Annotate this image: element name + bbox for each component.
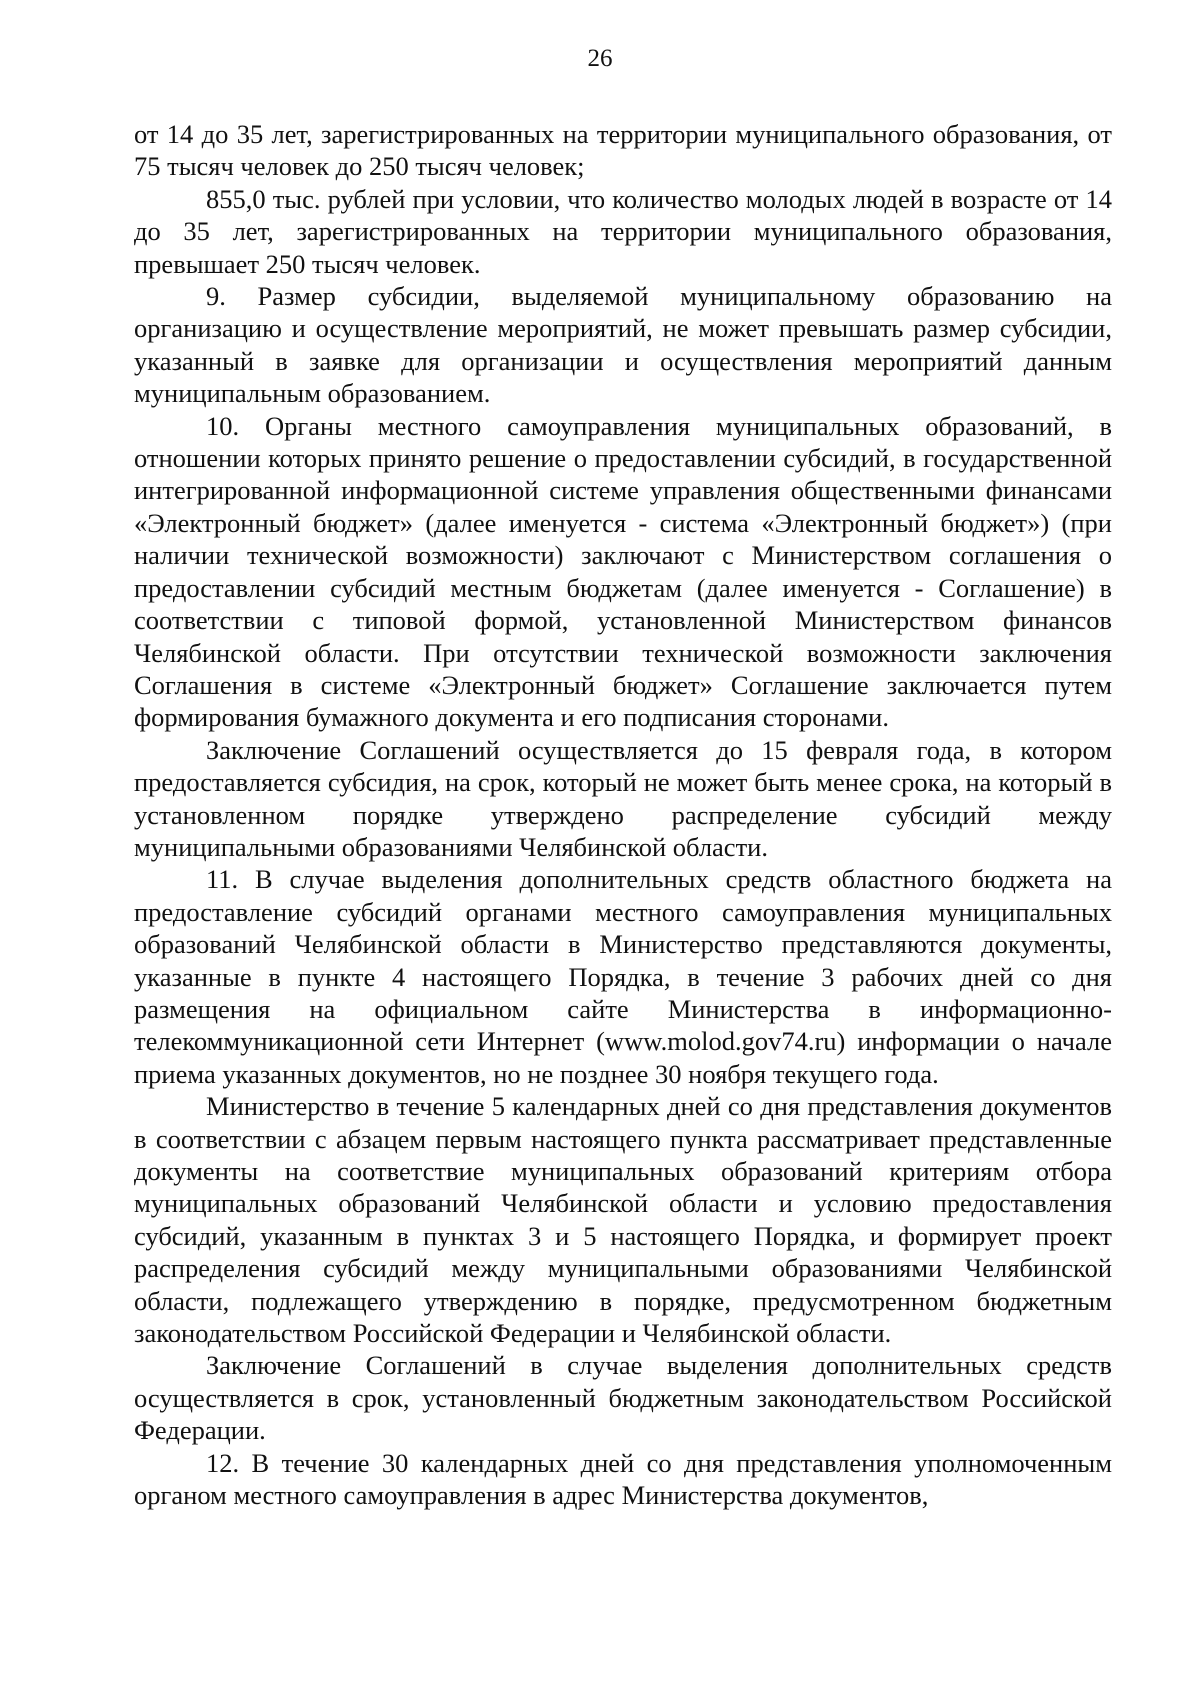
paragraph-1: от 14 до 35 лет, зарегистрированных на территории муниципального образования, от 75 тысяч человек до 250 тысяч человек; (134, 119, 1112, 182)
page-number: 26 (587, 45, 613, 72)
paragraph-4: 10. Органы местного самоуправления муниципальных образований, в отношении которых принято решение о предоставлении субсидий, в государственной интегрированной информационной системе управления общественными финансами «Электронный бюджет» (далее именуется - система «Электронный бюджет») (при наличии технической возможности) заключают с Министерством соглашения о предоставлении субсидий местным бюджетам (далее именуется - Соглашение) в соответствии с типовой формой, установленной Министерством финансов Челябинской области. При отсутствии технической возможности заключения Соглашения в системе «Электронный бюджет» Соглашение заключается путем формирования бумажного документа и его подписания сторонами. (134, 410, 1112, 733)
paragraph-6: 11. В случае выделения дополнительных средств областного бюджета на предоставление субсидий органами местного самоуправления муниципальных образований Челябинской области в Министерство представляются документы, указанные в пункте 4 настоящего Порядка, в течение 3 рабочих дней со дня размещения на официальном сайте Министерства в информационно-телекоммуникационной сети Интернет (www.molod.gov74.ru) информации о начале приема указанных документов, но не позднее 30 ноября текущего года. (134, 864, 1112, 1089)
paragraph-3: 9. Размер субсидии, выделяемой муниципальному образованию на организацию и осуществление мероприятий, не может превышать размер субсидии, указанный в заявке для организации и осуществления мероприятий данным муниципальным образованием. (134, 281, 1112, 409)
paragraph-7: Министерство в течение 5 календарных дней со дня представления документов в соответствии с абзацем первым настоящего пункта рассматривает представленные документы на соответствие муниципальных образований критериям отбора муниципальных образований Челябинской области и условию предоставления субсидий, указанным в пунктах 3 и 5 настоящего Порядка, и формирует проект распределения субсидий между муниципальными образованиями Челябинской области, подлежащего утверждению в порядке, предусмотренном бюджетным законодательством Российской Федерации и Челябинской области. (134, 1091, 1112, 1349)
paragraph-2: 855,0 тыс. рублей при условии, что количество молодых людей в возрасте от 14 до 35 лет, зарегистрированных на территории муниципального образования, превышает 250 тысяч человек. (134, 183, 1112, 279)
paragraph-8: Заключение Соглашений в случае выделения дополнительных средств осуществляется в срок, установленный бюджетным законодательством Российской Федерации. (134, 1350, 1112, 1446)
paragraph-5: Заключение Соглашений осуществляется до 15 февраля года, в котором предоставляется субсидия, на срок, который не может быть менее срока, на который в установленном порядке утверждено распределение субсидий между муниципальными образованиями Челябинской области. (134, 734, 1112, 862)
paragraph-9: 12. В течение 30 календарных дней со дня представления уполномоченным органом местного самоуправления в адрес Министерства документов, (134, 1447, 1112, 1511)
document-body (134, 118, 1112, 1511)
